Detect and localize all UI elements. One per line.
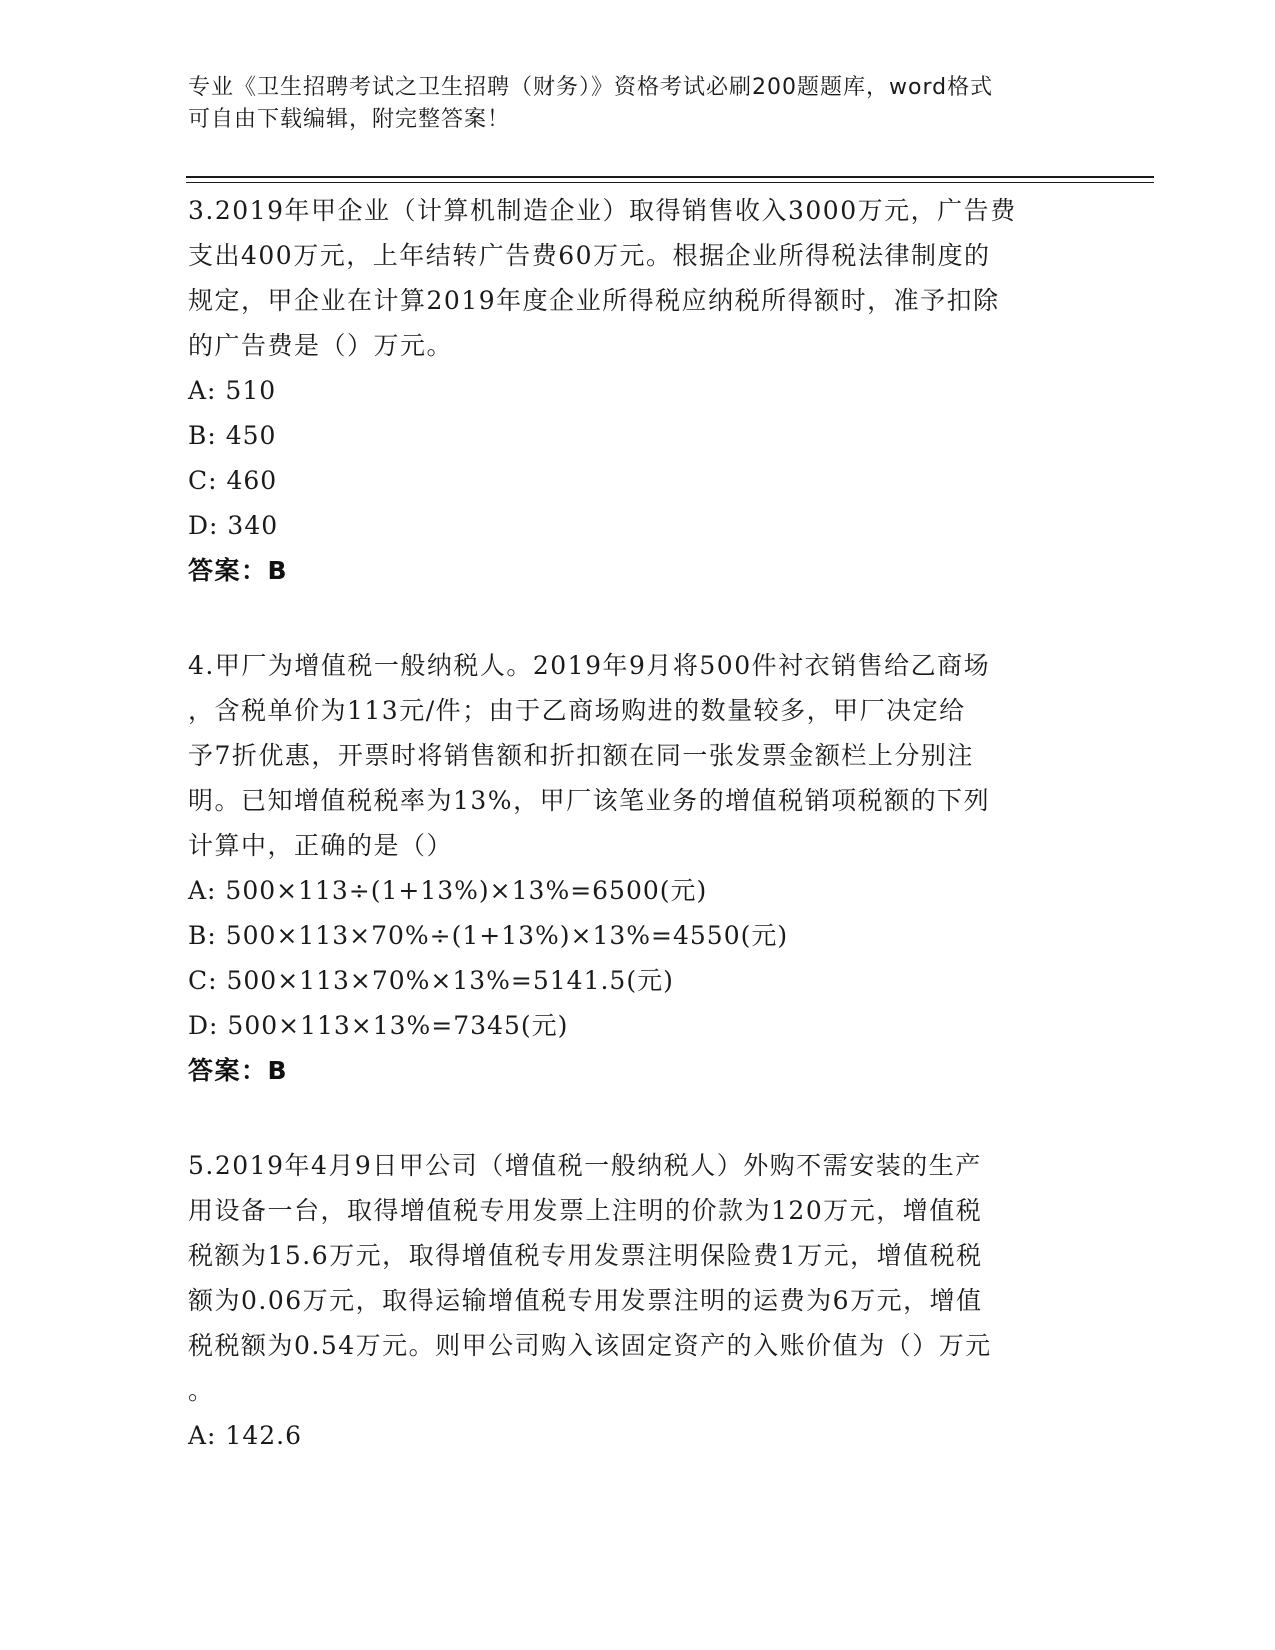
option-d: D: 500×113×13%=7345(元) — [188, 1011, 569, 1040]
question-text-line: 5.2019年4月9日甲公司（增值税一般纳税人）外购不需安装的生产 — [188, 1151, 982, 1180]
option-b: B: 500×113×70%÷(1+13%)×13%=4550(元) — [188, 921, 789, 950]
header-line-1: 专业《卫生招聘考试之卫生招聘（财务）》资格考试必刷200题题库，word格式 — [188, 75, 994, 100]
document-header — [188, 72, 1088, 136]
question-text-line: 规定，甲企业在计算2019年度企业所得税应纳税所得额时，准予扣除 — [188, 286, 1000, 315]
spacer — [188, 1093, 1088, 1143]
spacer — [188, 593, 1088, 643]
header-divider-thin — [186, 182, 1154, 183]
question-4 — [188, 643, 1088, 1093]
question-text-line: 4.甲厂为增值税一般纳税人。2019年9月将500件衬衣销售给乙商场 — [188, 651, 991, 680]
option-c: C: 500×113×70%×13%=5141.5(元) — [188, 966, 674, 995]
header-divider-thick — [186, 176, 1154, 178]
question-text-line: 计算中，正确的是（） — [188, 831, 454, 860]
question-text-line: 予7折优惠，开票时将销售额和折扣额在同一张发票金额栏上分别注 — [188, 741, 974, 770]
question-text-line: 3.2019年甲企业（计算机制造企业）取得销售收入3000万元，广告费 — [188, 196, 1017, 225]
question-text-line: 的广告费是（）万元。 — [188, 331, 454, 360]
question-text-line: 用设备一台，取得增值税专用发票上注明的价款为120万元，增值税 — [188, 1196, 983, 1225]
option-a: A: 142.6 — [188, 1421, 302, 1450]
question-text-line: 额为0.06万元，取得运输增值税专用发票注明的运费为6万元，增值 — [188, 1286, 983, 1315]
question-text-line: 税税额为0.54万元。则甲公司购入该固定资产的入账价值为（）万元 — [188, 1331, 992, 1360]
question-text-line: 明。已知增值税税率为13%，甲厂该笔业务的增值税销项税额的下列 — [188, 786, 991, 815]
question-text-line: 支出400万元，上年结转广告费60万元。根据企业所得税法律制度的 — [188, 241, 991, 270]
question-text-line: 税额为15.6万元，取得增值税专用发票注明保险费1万元，增值税税 — [188, 1241, 983, 1270]
option-b: B: 450 — [188, 421, 277, 450]
option-d: D: 340 — [188, 511, 279, 540]
option-a: A: 500×113÷(1+13%)×13%=6500(元) — [188, 876, 708, 905]
question-5 — [188, 1143, 1088, 1458]
answer-label: 答案：B — [188, 556, 289, 585]
answer-label: 答案：B — [188, 1056, 289, 1085]
question-text-line: ，含税单价为113元/件；由于乙商场购进的数量较多，甲厂决定给 — [188, 696, 966, 725]
question-text-line: 。 — [188, 1376, 215, 1405]
option-a: A: 510 — [188, 376, 277, 405]
option-c: C: 460 — [188, 466, 278, 495]
header-line-2: 可自由下载编辑，附完整答案！ — [188, 107, 511, 132]
question-list — [188, 188, 1088, 1458]
question-3 — [188, 188, 1088, 593]
